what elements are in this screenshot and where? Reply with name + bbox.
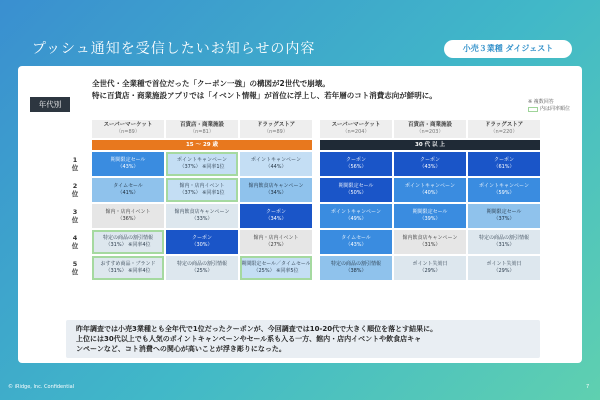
table-cell	[468, 204, 540, 228]
table-cell	[468, 230, 540, 254]
cell-item: 館内・店内イベント	[253, 235, 299, 241]
cell-item: 期間限定セール	[412, 209, 448, 215]
cell-value: （37%） ※同率1位	[179, 189, 225, 196]
table-cell	[240, 204, 312, 228]
summary-line-1: 全世代・全業種で首位だった「クーポン一強」の構図が2世代で崩壊。	[92, 79, 330, 88]
copyright: © iRidge, Inc. Confidential	[8, 384, 75, 390]
rank-label: 5 位	[71, 260, 79, 276]
table-cell	[394, 256, 466, 280]
table-cell	[394, 230, 466, 254]
cell-value: （37%）	[493, 215, 515, 222]
column-header-name: ドラッグストア	[484, 122, 524, 128]
column-header-n: （n=89）	[116, 129, 140, 135]
table-cell	[166, 230, 238, 254]
column-header-name: スーパーマーケット	[331, 122, 381, 128]
cell-item: ポイント失効日	[412, 261, 448, 267]
legend-same-rank	[528, 106, 570, 113]
column-header-n: （n=81）	[190, 129, 214, 135]
column-header-name: スーパーマーケット	[103, 122, 153, 128]
cell-item: クーポン	[345, 157, 366, 163]
column-header-n: （n=203）	[416, 129, 444, 135]
rank-label: 3 位	[71, 208, 79, 224]
cell-item: 期間限定セール	[338, 183, 374, 189]
legend	[528, 99, 570, 113]
cell-value: （50%）	[345, 189, 367, 196]
table-cell	[468, 152, 540, 176]
cell-value: （27%）	[265, 241, 287, 248]
cell-item: 特定の商品の割引情報	[176, 261, 227, 267]
table-cell	[394, 152, 466, 176]
cell-item: ポイントキャンペーン	[251, 157, 301, 163]
table-cell	[320, 230, 392, 254]
table-cell	[166, 204, 238, 228]
cell-value: （31%） ※同率4位	[105, 241, 151, 248]
legend-same-rank-label: 内は同率順位	[540, 106, 571, 112]
column-header	[320, 120, 392, 138]
cell-value: （49%）	[345, 215, 367, 222]
rank-label: 2 位	[71, 182, 79, 198]
table-cell	[320, 204, 392, 228]
cell-value: （44%）	[265, 163, 287, 170]
cell-value: （34%）	[265, 189, 287, 196]
table-cell	[92, 204, 164, 228]
column-header-n: （n=220）	[490, 129, 518, 135]
cell-item: 館内飲食店キャンペーン	[174, 209, 230, 215]
column-header-name: 百貨店・商業施設	[407, 122, 452, 128]
summary	[92, 78, 532, 102]
footnote-line-2: 上位には30代以上でも人気のポイントキャンペーンやセール系も入る一方、館内・店内イベントや飲食店キャ	[76, 335, 422, 343]
cell-value: （43%）	[117, 163, 139, 170]
cell-item: ポイントキャンペーン	[405, 183, 455, 189]
column-header	[166, 120, 238, 138]
column-header	[240, 120, 312, 138]
cell-item: 特定の商品の割引情報	[330, 261, 381, 267]
cell-item: 館内飲食店キャンペーン	[248, 183, 304, 189]
table-cell	[92, 178, 164, 202]
cell-item: おすすめ商品・ブランド	[100, 261, 156, 267]
table-cell	[320, 256, 392, 280]
cell-item: クーポン	[493, 157, 514, 163]
cell-value: （25%） ※同率5位	[253, 267, 299, 274]
cell-item: 期間限定セール	[110, 157, 146, 163]
cell-value: （37%） ※同率1位	[179, 163, 225, 170]
cell-item: 特定の商品の割引情報	[102, 235, 153, 241]
cell-item: クーポン	[419, 157, 440, 163]
cell-value: （31%）	[419, 241, 441, 248]
cell-value: （29%）	[493, 267, 515, 274]
column-header-n: （n=204）	[342, 129, 370, 135]
cell-value: （43%）	[345, 241, 367, 248]
summary-line-2: 特に百貨店・商業施設アプリでは「イベント情報」が首位に浮上し、若年層のコト消費志向が鮮明に。	[92, 91, 437, 100]
cell-item: クーポン	[191, 235, 212, 241]
cell-value: （56%）	[345, 163, 367, 170]
column-header-name: 百貨店・商業施設	[179, 122, 224, 128]
cell-value: （25%）	[191, 267, 213, 274]
table-cell	[92, 230, 164, 254]
cell-item: ポイントキャンペーン	[177, 157, 227, 163]
legend-multi-answer: ※ 複数回答	[528, 99, 554, 105]
footnote-line-3: ンペーンなど、コト消費への関心が高いことが浮き彫りになった。	[76, 345, 286, 353]
cell-item: 館内・店内イベント	[105, 209, 151, 215]
footnote-box	[66, 320, 540, 358]
cell-value: （29%）	[419, 267, 441, 274]
table-cell	[240, 230, 312, 254]
cell-item: 特定の商品の割引情報	[478, 235, 529, 241]
column-header	[394, 120, 466, 138]
cell-item: タイムセール	[341, 235, 371, 241]
cell-value: （39%）	[419, 215, 441, 222]
table-cell	[92, 256, 164, 280]
table-cell	[166, 152, 238, 176]
table-cell	[394, 178, 466, 202]
age-band-thirties: 30 代 以 上	[320, 140, 540, 150]
table-cell	[468, 178, 540, 202]
cell-value: （34%）	[265, 215, 287, 222]
table-cell	[166, 256, 238, 280]
age-band-young: 15 ～ 29 歳	[92, 140, 312, 150]
cell-value: （31%） ※同率4位	[105, 267, 151, 274]
cell-value: （31%）	[493, 241, 515, 248]
cell-value: （36%）	[117, 215, 139, 222]
cell-item: 館内飲食店キャンペーン	[402, 235, 458, 241]
column-header-n: （n=89）	[264, 129, 288, 135]
legend-swatch-icon	[528, 107, 538, 112]
table-cell	[240, 178, 312, 202]
rank-label: 4 位	[71, 234, 79, 250]
table-cell	[240, 256, 312, 280]
cell-value: （38%）	[345, 267, 367, 274]
cell-item: 館内・店内イベント	[179, 183, 225, 189]
column-header	[92, 120, 164, 138]
cell-item: ポイント失効日	[486, 261, 522, 267]
slide-title: プッシュ通知を受信したいお知らせの内容	[32, 41, 316, 57]
cell-item: タイムセール	[113, 183, 143, 189]
cell-item: クーポン	[265, 209, 286, 215]
cell-value: （33%）	[191, 215, 213, 222]
cell-item: 期間限定セール／タイムセール	[241, 261, 311, 267]
cell-value: （61%）	[493, 163, 515, 170]
table-cell	[320, 152, 392, 176]
cell-item: ポイントキャンペーン	[479, 183, 529, 189]
cell-item: 期間限定セール	[486, 209, 522, 215]
cell-value: （43%）	[419, 163, 441, 170]
rank-label: 1 位	[71, 156, 79, 172]
table-cell	[320, 178, 392, 202]
table-cell	[92, 152, 164, 176]
cell-value: （40%）	[419, 189, 441, 196]
cell-value: （30%）	[191, 241, 213, 248]
table-cell	[240, 152, 312, 176]
column-header-name: ドラッグストア	[256, 122, 296, 128]
cell-value: （59%）	[493, 189, 515, 196]
page-number: 7	[586, 384, 590, 390]
column-header	[468, 120, 540, 138]
table-cell	[166, 178, 238, 202]
footnote-line-1: 昨年調査では小売3業種とも全年代で1位だったクーポンが、今回調査では10-20代で大きく順位を落とす結果に。	[76, 325, 438, 333]
digest-badge: 小売３業種 ダイジェスト	[444, 40, 572, 58]
cell-item: ポイントキャンペーン	[331, 209, 381, 215]
age-group-tab: 年代別	[30, 97, 70, 112]
table-cell	[468, 256, 540, 280]
table-cell	[394, 204, 466, 228]
cell-value: （41%）	[117, 189, 139, 196]
